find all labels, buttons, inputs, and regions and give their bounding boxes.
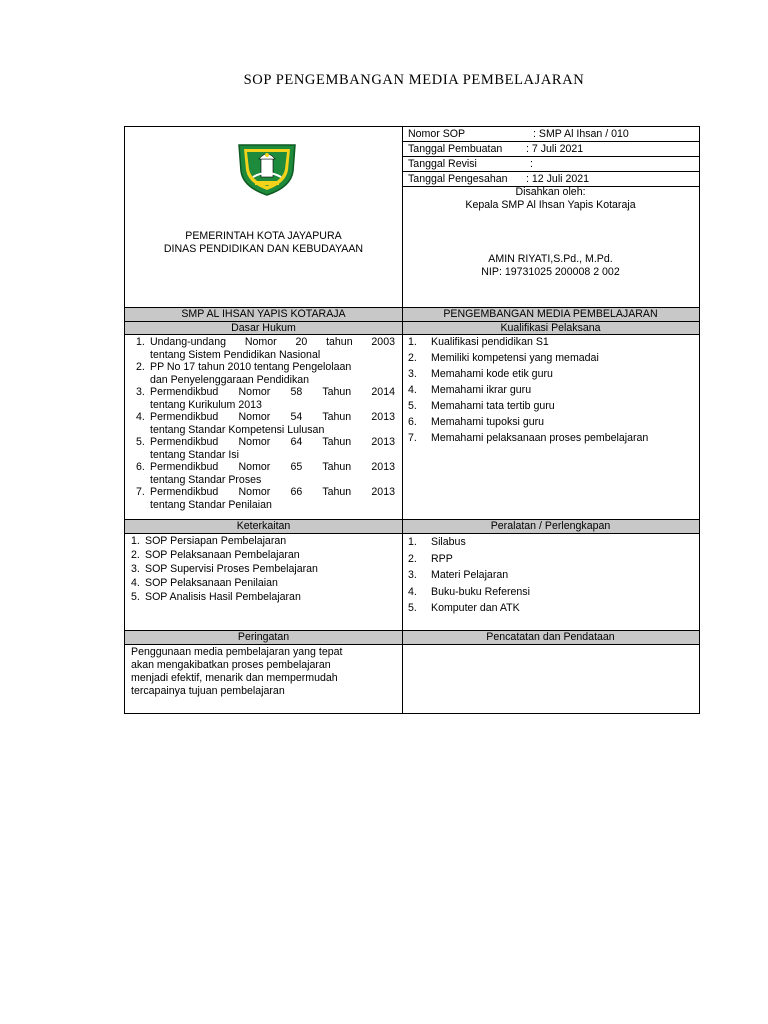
- list-item: 5. Permendikbud Nomor 64 Tahun 2013 tentang Standar Isi: [136, 436, 395, 461]
- list-item: 1. Kualifikasi pendidikan S1: [408, 336, 549, 348]
- list-item: 2. RPP: [408, 552, 453, 565]
- list-item: 1. Undang-undang Nomor 20 tahun 2003 tentang Sistem Pendidikan Nasional: [136, 336, 395, 361]
- list-item: 5. SOP Analisis Hasil Pembelajaran: [131, 591, 301, 603]
- peringatan-line: menjadi efektif, menarik dan mempermudah: [131, 672, 338, 684]
- org-line-1: PEMERINTAH KOTA JAYAPURA: [185, 230, 342, 242]
- crest-icon: [235, 141, 299, 197]
- list-item: 2. SOP Pelaksanaan Pembelajaran: [131, 549, 300, 561]
- document-title: SOP PENGEMBANGAN MEDIA PEMBELAJARAN: [243, 72, 585, 88]
- list-item: 4. Memahami ikrar guru: [408, 384, 532, 396]
- sop-name: PENGEMBANGAN MEDIA PEMBELAJARAN: [443, 308, 658, 320]
- info-row-tanggal-pembuatan: Tanggal Pembuatan : 7 Juli 2021: [408, 143, 584, 155]
- dasar-hukum-list: [136, 336, 395, 511]
- list-item: 3. Memahami kode etik guru: [408, 368, 553, 380]
- list-item: 3. SOP Supervisi Proses Pembelajaran: [131, 563, 318, 575]
- government-logo: [235, 141, 299, 197]
- keterkaitan-list: [131, 535, 396, 605]
- pencatatan-heading: Pencatatan dan Pendataan: [486, 631, 615, 643]
- list-item: 3. Materi Pelajaran: [408, 569, 509, 581]
- list-item: 4. Permendikbud Nomor 54 Tahun 2013 tentang Standar Kompetensi Lulusan: [136, 411, 395, 436]
- school-name: SMP AL IHSAN YAPIS KOTARAJA: [181, 308, 346, 320]
- list-item: 3. Permendikbud Nomor 58 Tahun 2014 tentang Kurikulum 2013: [136, 386, 395, 411]
- peringatan-line: akan mengakibatkan proses pembelajaran: [131, 659, 331, 671]
- peringatan-line: tercapainya tujuan pembelajaran: [131, 685, 285, 697]
- org-line-2: DINAS PENDIDIKAN DAN KEBUDAYAAN: [163, 243, 364, 255]
- list-item: 1. SOP Persiapan Pembelajaran: [131, 535, 287, 547]
- list-item: 6. Permendikbud Nomor 65 Tahun 2013 tentang Standar Proses: [136, 461, 395, 486]
- peralatan-list: [408, 536, 698, 619]
- list-item: 2. PP No 17 tahun 2010 tentang Pengelolaan dan Penyelenggaraan Pendidikan: [136, 361, 352, 386]
- signer-nip: NIP: 19731025 200008 2 002: [481, 266, 620, 278]
- kualifikasi-list: [408, 336, 698, 448]
- list-item: 4. SOP Pelaksanaan Penilaian: [131, 577, 278, 589]
- list-item: 1. Silabus: [408, 536, 466, 548]
- list-item: 2. Memiliki kompetensi yang memadai: [408, 352, 599, 364]
- peringatan-heading: Peringatan: [237, 631, 290, 643]
- list-item: 7. Memahami pelaksanaan proses pembelajaran: [408, 432, 649, 444]
- info-row-tanggal-revisi: Tanggal Revisi :: [408, 158, 533, 170]
- info-row-nomor-sop: Nomor SOP : SMP Al Ihsan / 010: [408, 128, 629, 140]
- dasar-hukum-heading: Dasar Hukum: [231, 322, 296, 334]
- peringatan-line: Penggunaan media pembelajaran yang tepat: [131, 646, 343, 658]
- list-item: 5. Memahami tata tertib guru: [408, 400, 555, 412]
- info-row-tanggal-pengesahan: Tanggal Pengesahan : 12 Juli 2021: [408, 173, 590, 185]
- approval-line-2: Kepala SMP Al Ihsan Yapis Kotaraja: [465, 199, 636, 211]
- peralatan-heading: Peralatan / Perlengkapan: [490, 520, 611, 532]
- column-divider: [402, 127, 403, 713]
- sop-table: [124, 126, 700, 714]
- keterkaitan-heading: Keterkaitan: [236, 520, 291, 532]
- list-item: 7. Permendikbud Nomor 66 Tahun 2013 tentang Standar Penilaian: [136, 486, 395, 511]
- approval-line-1: Disahkan oleh:: [515, 186, 586, 198]
- list-item: 5. Komputer dan ATK: [408, 602, 520, 614]
- peringatan-text: [131, 646, 396, 698]
- list-item: 4. Buku-buku Referensi: [408, 585, 530, 598]
- list-item: 6. Memahami tupoksi guru: [408, 416, 545, 428]
- signer-name: AMIN RIYATI,S.Pd., M.Pd.: [488, 253, 613, 265]
- kualifikasi-heading: Kualifikasi Pelaksana: [500, 322, 601, 334]
